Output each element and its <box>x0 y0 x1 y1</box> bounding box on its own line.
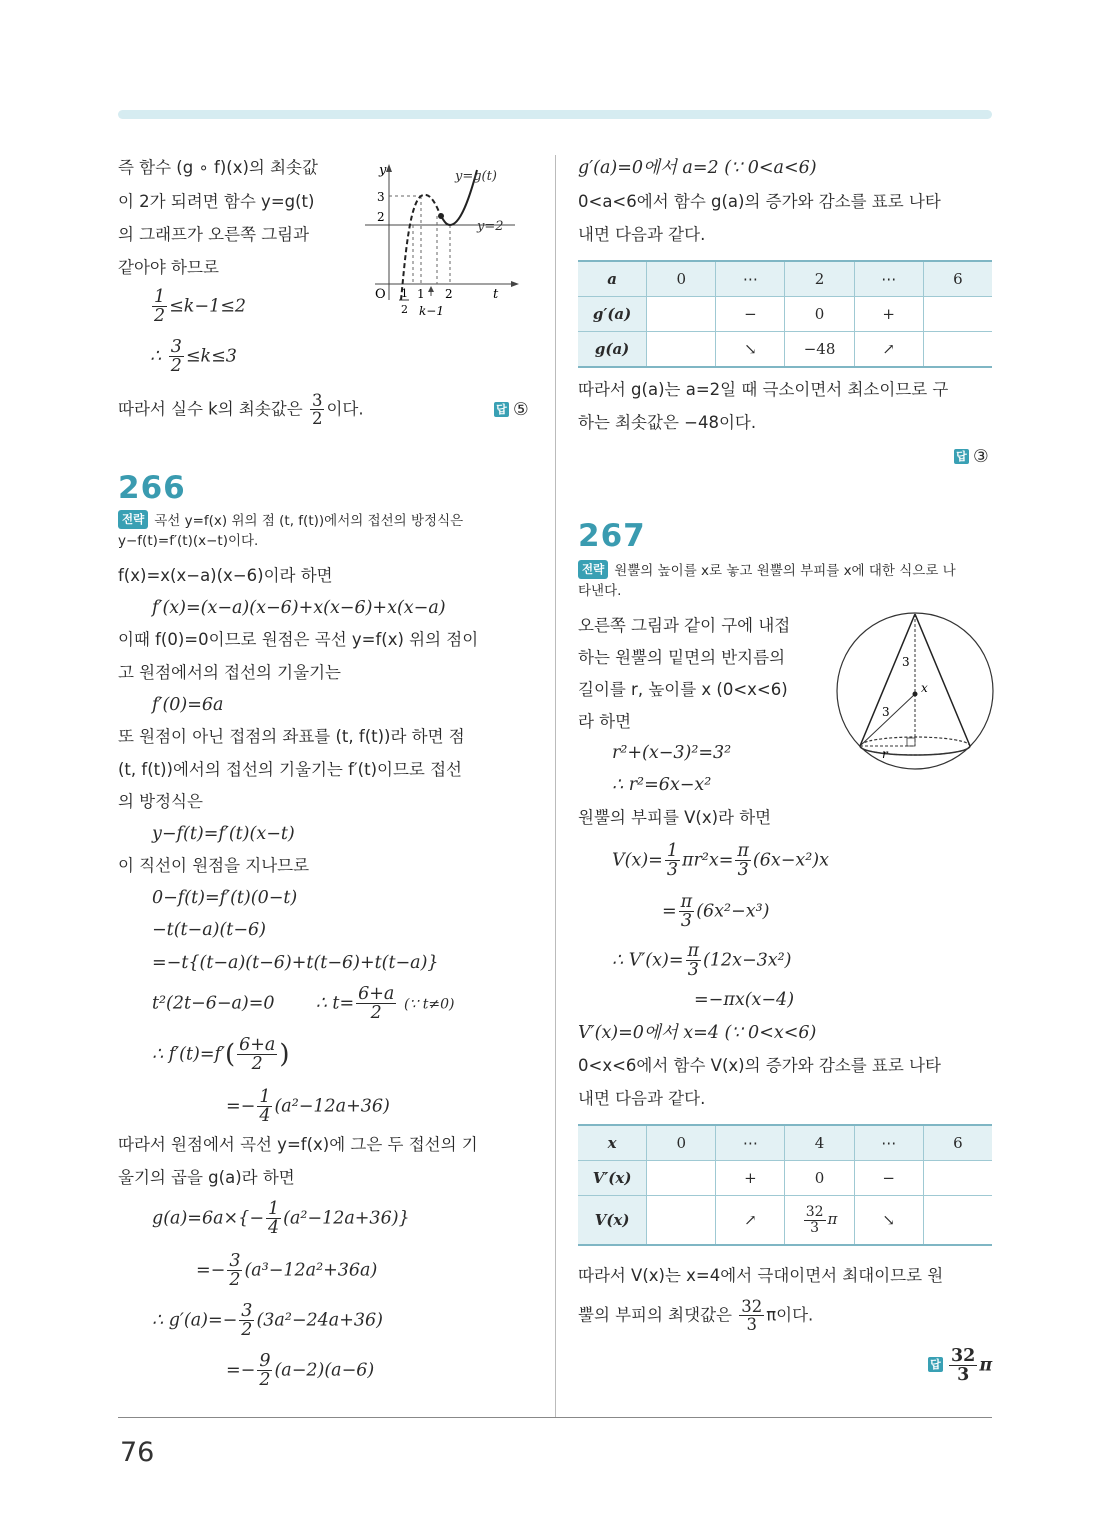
table-cell: ⋯ <box>854 1125 923 1161</box>
fig-label-3: 3 <box>882 705 890 719</box>
equation-line: ∴ r²=6x−x² <box>612 775 712 795</box>
equation-t <box>152 985 454 1023</box>
frac-den: 3 <box>957 1365 970 1386</box>
table-cell-max <box>785 1196 854 1246</box>
y-tick-3: 3 <box>377 190 385 204</box>
equation-line: y−f(t)=f′(t)(x−t) <box>152 824 295 844</box>
answer-label: 답 <box>928 1357 943 1372</box>
text: 따라서 실수 k의 최솟값은 <box>118 399 303 419</box>
t-tick-half-den: 2 <box>401 303 408 316</box>
table-row <box>578 1161 992 1196</box>
table-cell: 0 <box>647 1125 716 1161</box>
frac-den: 4 <box>259 1106 271 1127</box>
text-line: 하는 최솟값은 −48이다. <box>578 413 757 432</box>
equation-line: 0−f(t)=f′(t)(0−t) <box>152 888 298 908</box>
equation-line: f′(0)=6a <box>152 695 224 715</box>
eq-part: g(a)=6a×{− <box>152 1208 264 1229</box>
equation-g <box>152 1200 410 1238</box>
frac-num: 3 <box>170 337 182 357</box>
equation-line: =−t{(t−a)(t−6)+t(t−6)+t(t−a)} <box>152 953 439 973</box>
table-cell: ⋯ <box>716 1125 785 1161</box>
table-header-row <box>578 261 992 297</box>
equation-gp2 <box>226 1352 374 1390</box>
t-axis-label: t <box>493 287 499 302</box>
variation-table-v <box>578 1124 992 1246</box>
text-line: 길이를 r, 높이를 x (0<x<6) <box>578 680 788 699</box>
eq-part: ∴ V′(x)= <box>612 950 684 971</box>
text-line: 따라서 원점에서 곡선 y=f(x)에 그은 두 접선의 기 <box>118 1135 478 1154</box>
eq-part: (a²−12a+36) <box>274 1096 390 1117</box>
frac-den: 2 <box>154 306 166 327</box>
table-row <box>578 297 992 332</box>
table-cell: ↗ <box>716 1196 785 1246</box>
text-line: 이 직선이 원점을 지나므로 <box>118 856 310 875</box>
strategy-text: 타낸다. <box>578 582 622 599</box>
strategy-text: 곡선 y=f(x) 위의 점 (t, f(t))에서의 접선의 방정식은 <box>154 513 464 529</box>
frac-den: 2 <box>259 1370 271 1391</box>
text-line: 내면 다음과 같다. <box>578 225 706 244</box>
frac-num: 3 <box>241 1301 253 1321</box>
table-cell: 0 <box>785 1161 854 1196</box>
column-divider <box>555 155 556 1417</box>
text: 뿔의 부피의 최댓값은 <box>578 1305 732 1325</box>
text-line: 의 방정식은 <box>118 792 203 811</box>
table-cell: 2 <box>785 261 854 297</box>
table-cell: ⋯ <box>854 261 923 297</box>
text-line: 즉 함수 (g ∘ f)(x)의 최솟값 <box>118 158 318 177</box>
table-cell <box>923 1161 992 1196</box>
answer-value: ⑤ <box>513 400 529 420</box>
table-cell: V(x) <box>578 1196 647 1246</box>
table-cell: 6 <box>923 261 992 297</box>
eq-part: (12x−3x²) <box>703 950 792 971</box>
text-line: 0<a<6에서 함수 g(a)의 증가와 감소를 표로 나타 <box>578 192 941 211</box>
eq-part: (a³−12a²+36a) <box>244 1260 378 1281</box>
conclusion-line <box>578 1298 813 1334</box>
equation-v2 <box>662 893 769 931</box>
equation-line: f′(x)=(x−a)(x−6)+x(x−6)+x(x−a) <box>152 598 446 618</box>
frac-num: 1 <box>267 1199 280 1219</box>
top-decorative-bar <box>118 110 992 119</box>
frac-den: 2 <box>251 1054 263 1075</box>
ineq-rest: ≤k≤3 <box>185 346 237 367</box>
table-cell: 0 <box>785 297 854 332</box>
frac-num: 6+a <box>239 1035 276 1055</box>
eq-part: =− <box>226 1360 256 1381</box>
fig-label-3: 3 <box>902 655 910 669</box>
text-line: 이 2가 되려면 함수 y=g(t) <box>118 192 315 211</box>
strategy-266 <box>118 510 463 551</box>
table-row <box>578 1196 992 1246</box>
text-line: 같아야 하므로 <box>118 258 219 277</box>
table-cell: + <box>716 1161 785 1196</box>
text-line: 또 원점이 아닌 접점의 좌표를 (t, f(t))라 하면 점 <box>118 727 465 746</box>
table-cell <box>923 297 992 332</box>
table-cell <box>647 332 716 368</box>
frac-num: 1 <box>259 1087 271 1107</box>
text-line: 이때 f(0)=0이므로 원점은 곡선 y=f(x) 위의 점이 <box>118 630 479 649</box>
inequality-2 <box>150 338 237 376</box>
frac-den: 2 <box>311 409 323 429</box>
frac-den: 2 <box>370 1003 382 1024</box>
curve-label: y=g(t) <box>455 169 497 184</box>
table-row <box>578 332 992 368</box>
eq-part: t²(2t−6−a)=0 <box>152 993 275 1014</box>
table-cell: g′(a) <box>578 297 647 332</box>
text-line: (t, f(t))에서의 접선의 기울기는 f′(t)이므로 접선 <box>118 760 462 779</box>
equation-line: r²+(x−3)²=3² <box>612 743 732 763</box>
table-cell: − <box>854 1161 923 1196</box>
text-line: 의 그래프가 오른쪽 그림과 <box>118 225 310 244</box>
frac-den: 4 <box>267 1218 280 1239</box>
page-number: 76 <box>120 1437 155 1468</box>
table-cell: ↘ <box>854 1196 923 1246</box>
equation-vp <box>612 942 792 980</box>
equation-line: −t(t−a)(t−6) <box>152 920 266 940</box>
table-cell: + <box>854 297 923 332</box>
eq-part: (a²−12a+36)} <box>283 1208 410 1229</box>
table-cell <box>647 297 716 332</box>
frac-num: 9 <box>259 1351 271 1371</box>
frac-den: 2 <box>241 1320 253 1341</box>
footer-rule <box>118 1417 992 1418</box>
text-line: 하는 원뿔의 밑면의 반지름의 <box>578 648 786 667</box>
eq-part: ∴ f′(t)=f′ <box>152 1044 225 1065</box>
eq-part: (3a²−24a+36) <box>256 1310 383 1331</box>
text-line: 따라서 V(x)는 x=4에서 극대이면서 최대이므로 원 <box>578 1266 944 1285</box>
equation-line: g′(a)=0에서 a=2 (∵ 0<a<6) <box>578 158 817 178</box>
problem-number-266: 266 <box>118 470 186 506</box>
table-cell <box>923 1196 992 1246</box>
frac-num: 32 <box>951 1346 976 1366</box>
frac-den: 2 <box>170 356 182 377</box>
table-cell: 0 <box>647 261 716 297</box>
table-cell: ↗ <box>854 332 923 368</box>
table-cell: ↘ <box>716 332 785 368</box>
answer-label: 답 <box>954 449 969 464</box>
table-cell <box>647 1161 716 1196</box>
t-tick-1: 1 <box>417 287 425 301</box>
text-line: 0<x<6에서 함수 V(x)의 증가와 감소를 표로 나타 <box>578 1056 941 1075</box>
equation-g2 <box>196 1252 377 1290</box>
table-cell: g(a) <box>578 332 647 368</box>
pi: π <box>827 1210 838 1228</box>
text: 이다. <box>326 399 364 419</box>
table-cell: a <box>578 261 647 297</box>
line-label: y=2 <box>477 219 504 234</box>
equation-gp <box>152 1302 383 1340</box>
eq-part: =− <box>196 1260 226 1281</box>
table-cell: 6 <box>923 1125 992 1161</box>
table-cell: 4 <box>785 1125 854 1161</box>
t-tick-half-num: 1 <box>401 287 408 300</box>
fig-label-r: r <box>882 747 888 761</box>
inequality-1 <box>150 288 246 326</box>
table-cell: x <box>578 1125 647 1161</box>
frac-num: π <box>680 892 693 912</box>
table-cell <box>923 332 992 368</box>
table-cell <box>647 1196 716 1246</box>
y-axis-label: y <box>379 163 387 178</box>
eq-part: ∴ t= <box>315 993 355 1014</box>
equation-ft2 <box>226 1088 390 1126</box>
equation-v <box>612 842 829 880</box>
answer-badge <box>494 400 529 421</box>
text-line: 원뿔의 부피를 V(x)라 하면 <box>578 808 772 827</box>
frac-num: π <box>687 941 700 961</box>
frac-num: 1 <box>666 841 678 861</box>
therefore: ∴ <box>150 346 162 367</box>
strategy-tag: 전략 <box>118 510 148 529</box>
conclusion-line <box>118 392 364 428</box>
frac-num: 32 <box>741 1297 763 1316</box>
strategy-tag: 전략 <box>578 560 608 579</box>
frac-den: 2 <box>229 1270 241 1291</box>
eq-part: (6x²−x³) <box>696 901 770 922</box>
y-tick-2: 2 <box>377 210 385 224</box>
table-header-row <box>578 1125 992 1161</box>
frac-num: π <box>737 841 749 861</box>
frac-num: 32 <box>805 1203 824 1220</box>
frac-num: 1 <box>154 287 166 307</box>
eq-part: = <box>662 901 677 922</box>
table-cell: V′(x) <box>578 1161 647 1196</box>
table-cell: −48 <box>785 332 854 368</box>
t-tick-2: 2 <box>445 287 453 301</box>
strategy-text: 원뿔의 높이를 x로 놓고 원뿔의 부피를 x에 대한 식으로 나 <box>614 563 956 579</box>
frac-den: 3 <box>687 960 699 981</box>
text-line: 따라서 g(a)는 a=2일 때 극소이면서 최소이므로 구 <box>578 380 949 399</box>
frac-num: 3 <box>311 391 323 410</box>
table-cell: ⋯ <box>716 261 785 297</box>
eq-part: (∵ t≠0) <box>403 996 455 1013</box>
equation-ft: ∴ f′(t)=f′( $\frac{6+a}{2}$ ) <box>152 1035 290 1075</box>
frac-num: 6+a <box>358 984 395 1004</box>
frac-den: 3 <box>666 860 678 881</box>
answer-label: 답 <box>494 402 509 417</box>
text: π이다. <box>766 1305 814 1325</box>
eq-part: πr²x= <box>681 850 734 871</box>
graph-g-of-t <box>365 160 525 320</box>
eq-part: =− <box>226 1096 256 1117</box>
origin-label: O <box>375 287 386 302</box>
answer-badge <box>928 1347 992 1385</box>
equation-line: V′(x)=0에서 x=4 (∵ 0<x<6) <box>578 1023 817 1043</box>
frac-den: 3 <box>810 1219 820 1236</box>
text-line: 오른쪽 그림과 같이 구에 내접 <box>578 616 791 635</box>
answer-badge <box>954 447 989 468</box>
sphere-cone-figure <box>830 606 1000 776</box>
frac-den: 3 <box>737 860 749 881</box>
strategy-267 <box>578 560 956 601</box>
pi: π <box>979 1355 993 1376</box>
answer-value: ③ <box>973 447 989 467</box>
frac-den: 3 <box>746 1315 757 1335</box>
text-line: f(x)=x(x−a)(x−6)이라 하면 <box>118 566 333 585</box>
variation-table-g <box>578 260 992 368</box>
frac-den: 3 <box>680 911 692 932</box>
ineq-rest: ≤k−1≤2 <box>169 296 247 317</box>
eq-part: V(x)= <box>612 850 663 871</box>
text-line: 울기의 곱을 g(a)라 하면 <box>118 1168 295 1187</box>
table-cell: − <box>716 297 785 332</box>
problem-number-267: 267 <box>578 518 646 554</box>
strategy-text: y−f(t)=f′(t)(x−t)이다. <box>118 532 259 549</box>
eq-part: (a−2)(a−6) <box>274 1360 375 1381</box>
frac-num: 3 <box>229 1251 241 1271</box>
text-line: 고 원점에서의 접선의 기울기는 <box>118 663 341 682</box>
fig-label-x: x <box>921 681 928 695</box>
text-line: 라 하면 <box>578 712 632 731</box>
eq-part: ∴ g′(a)=− <box>152 1310 238 1331</box>
equation-line: =−πx(x−4) <box>694 990 795 1010</box>
t-tick-k: k−1 <box>419 304 444 318</box>
eq-part: (6x−x²)x <box>752 850 829 871</box>
text-line: 내면 다음과 같다. <box>578 1089 706 1108</box>
